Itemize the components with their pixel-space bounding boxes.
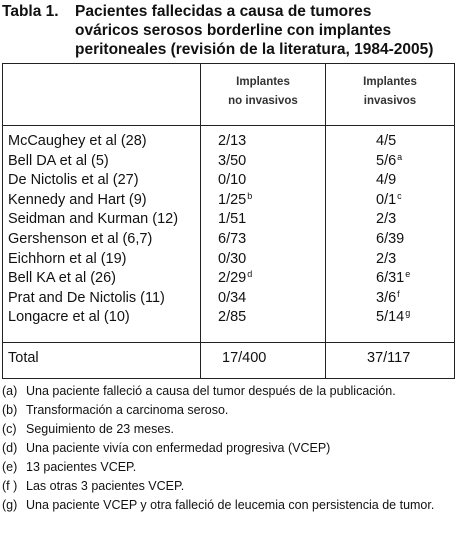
table-row	[3, 250, 454, 269]
title-line: ováricos serosos borderline con implantes	[75, 22, 392, 39]
footnote-marker: b	[247, 190, 253, 201]
table-row	[3, 289, 454, 308]
invasivos-value: 5/14$^g$	[376, 308, 411, 326]
no-invasivos-value: 0/34	[218, 289, 247, 306]
study-name: Gershenson et al (6,7)	[8, 231, 153, 247]
footnote	[2, 401, 457, 420]
footnote-key: (f )	[2, 479, 18, 493]
footnote-text: Las otras 3 pacientes VCEP.	[26, 479, 185, 493]
footnote	[2, 420, 457, 439]
footnote-key: (e)	[2, 460, 18, 474]
title-line: peritoneales (revisión de la literatura, 1984-2005)	[75, 41, 434, 58]
invasivos-value: 2/3	[376, 211, 397, 228]
invasivos-value: 4/5	[376, 133, 397, 149]
total-invasivos: 37/117	[367, 350, 411, 366]
invasivos-value: 6/31e	[376, 269, 411, 287]
data-table	[2, 63, 455, 379]
total-label: Total	[8, 350, 39, 366]
column-header-invasivos: Implantes invasivos	[363, 76, 417, 107]
no-invasivos-value: 3/50	[218, 152, 247, 169]
study-name: Bell DA et al (5)	[8, 152, 109, 169]
table-row	[3, 132, 454, 151]
title-line: Pacientes fallecidas a causa de tumores	[75, 3, 372, 20]
table-row	[3, 210, 454, 229]
study-name: Kennedy and Hart (9)	[8, 191, 147, 208]
invasivos-value: 3/6$^f$	[376, 288, 400, 306]
footnote-marker: f	[397, 288, 400, 299]
footnote	[2, 382, 457, 401]
table-title	[2, 2, 457, 59]
footnote-marker: g	[405, 308, 411, 319]
footnote-marker: a	[397, 151, 403, 162]
footnote	[2, 496, 457, 515]
invasivos-value: 4/9	[376, 172, 397, 189]
invasivos-value: 6/39	[376, 231, 405, 247]
footnote-key: (d)	[2, 441, 18, 455]
table-row	[3, 191, 454, 210]
total-divider	[3, 342, 454, 343]
total-no-invasivos: 17/400	[222, 350, 267, 366]
total-row	[3, 349, 454, 368]
no-invasivos-value: 0/30	[218, 250, 247, 267]
no-invasivos-value: 2/85	[218, 309, 247, 326]
no-invasivos-value: 1/25$^b$	[218, 190, 253, 208]
invasivos-value: 0/1$^c$	[376, 190, 402, 208]
study-name: Seidman and Kurman (12)	[8, 211, 179, 228]
table-row	[3, 152, 454, 171]
footnote-text: Transformación a carcinoma seroso.	[26, 403, 229, 417]
no-invasivos-value: 2/13	[218, 133, 247, 149]
study-name: Eichhorn et al (19)	[8, 250, 127, 267]
invasivos-value: 2/3	[376, 250, 397, 267]
no-invasivos-value: 0/10	[218, 172, 247, 189]
footnote-key: (b)	[2, 403, 18, 417]
header-divider	[3, 125, 454, 126]
footnote-text: Seguimiento de 23 meses.	[26, 422, 175, 436]
footnote-key: (g)	[2, 498, 18, 512]
study-name: Bell KA et al (26)	[8, 270, 116, 287]
no-invasivos-value: 1/51	[218, 211, 247, 228]
no-invasivos-value: 6/73	[218, 231, 247, 247]
footnote-key: (a)	[2, 384, 18, 398]
table-row	[3, 269, 454, 288]
study-name: De Nictolis et al (27)	[8, 172, 139, 189]
table-row	[3, 171, 454, 190]
footnote-text: Una paciente falleció a causa del tumor después de la publicación.	[26, 384, 396, 398]
footnote	[2, 477, 457, 496]
study-name: McCaughey et al (28)	[8, 133, 147, 149]
invasivos-value: 5/6$^a$	[376, 151, 403, 169]
footnote-text: Una paciente VCEP y otra falleció de leucemia con persistencia de tumor.	[26, 498, 435, 512]
footnote-marker: c	[397, 190, 402, 201]
footnote-marker: d	[247, 269, 253, 280]
column-header-no-invasivos: Implantes no invasivos	[228, 76, 298, 107]
table-row	[3, 308, 454, 327]
no-invasivos-value: 2/29$^d$	[218, 269, 253, 287]
footnote	[2, 439, 457, 458]
study-name: Longacre et al (10)	[8, 309, 130, 326]
study-name: Prat and De Nictolis (11)	[8, 289, 165, 306]
footnote-text: Una paciente vivía con enfermedad progresiva (VCEP)	[26, 441, 331, 455]
table-number: Tabla 1.	[2, 3, 59, 20]
footnote-key: (c)	[2, 422, 17, 436]
footnotes	[2, 382, 457, 515]
footnote-text: 13 pacientes VCEP.	[26, 460, 137, 474]
footnote-marker: e	[405, 269, 411, 280]
table-row	[3, 230, 454, 249]
footnote	[2, 458, 457, 477]
